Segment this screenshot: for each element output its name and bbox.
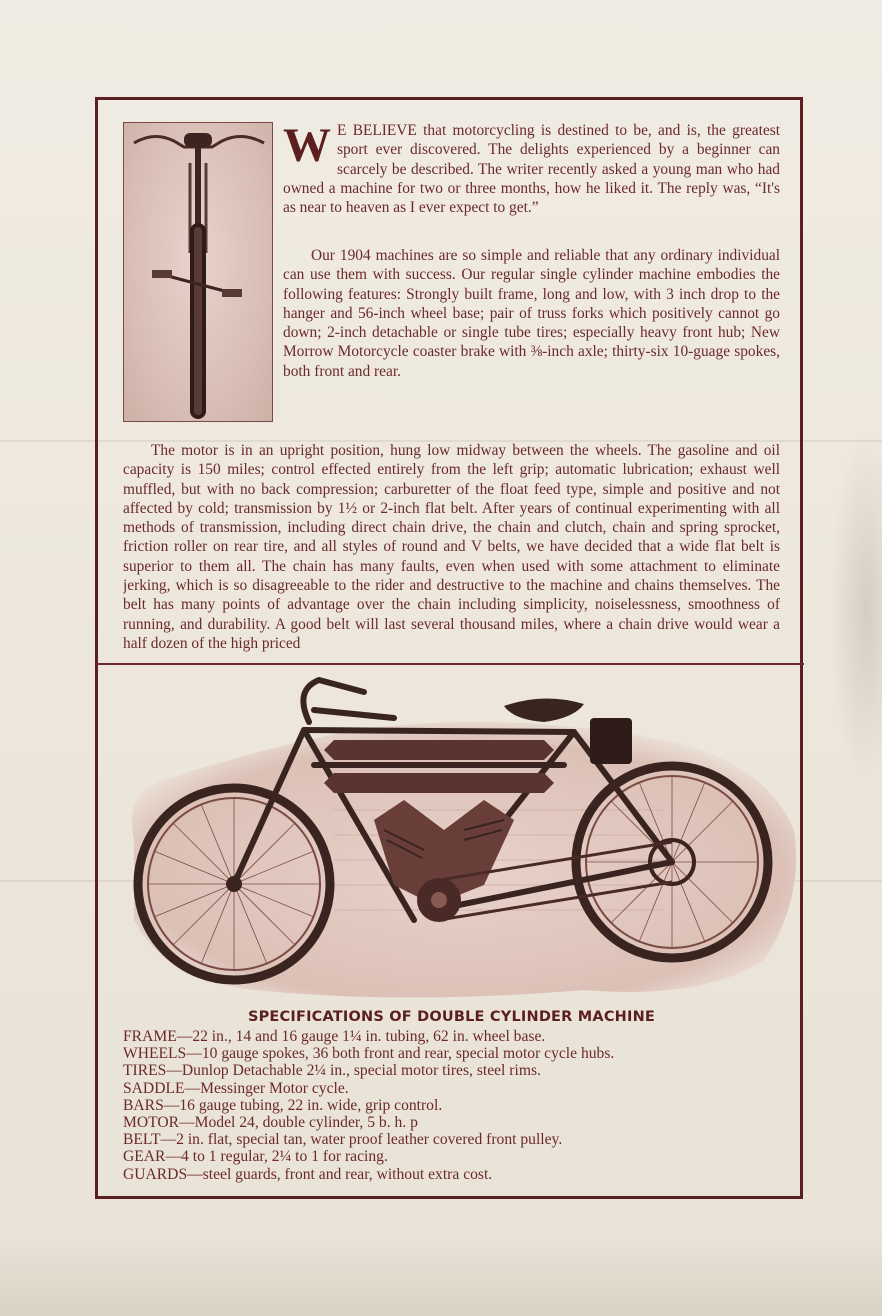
worn-bottom-edge <box>0 1236 882 1316</box>
specifications-list <box>123 1028 783 1183</box>
spec-item: GUARDS—steel guards, front and rear, without extra cost. <box>123 1165 493 1183</box>
intro-paragraph-3: The motor is in an upright position, hung low midway between the wheels. The gasoline and oil capacity is 150 miles; control effected entirely from the left grip; automatic lubrication; exhaust well muffled, but with no back compression; carburetter of the float feed type, simple and positive and not affected by cold; transmission by 1½ or 2-inch flat belt. After years of continual experimenting with all methods of transmission, including direct chain drive, the chain and clutch, chain and spring sprocket, friction roller on rear tire, and all styles of round and V belts, we have decided that a wide flat belt is superior to them all. The chain has many faults, even when used with some attachment to eliminate jerking, which is so disagreeable to the rider and destructive to the machine and chains themselves. The belt has many points of advantage over the chain including simplicity, noiselessness, smoothness of running, and durability. A good belt will last several thousand miles, where a chain drive would wear a half dozen of the high priced <box>123 442 780 652</box>
spec-item: TIRES—Dunlop Detachable 2¼ in., special motor tires, steel rims. <box>123 1062 541 1080</box>
spec-item: MOTOR—Model 24, double cylinder, 5 b. h. p <box>123 1114 418 1132</box>
drop-cap: W <box>283 119 331 172</box>
spec-item: WHEELS—10 gauge spokes, 36 both front and rear, special motor cycle hubs. <box>123 1045 615 1063</box>
spec-item: BELT—2 in. flat, special tan, water proof leather covered front pulley. <box>123 1131 563 1149</box>
section-divider <box>96 663 804 665</box>
spec-item: GEAR—4 to 1 regular, 2¼ to 1 for racing. <box>123 1148 388 1166</box>
motorcycle-icon <box>104 670 802 1006</box>
spec-item: FRAME—22 in., 14 and 16 gauge 1¼ in. tubing, 62 in. wheel base. <box>123 1028 546 1045</box>
spec-item: SADDLE—Messinger Motor cycle. <box>123 1079 349 1097</box>
paper-stain <box>830 430 882 790</box>
intro-paragraph-2: Our 1904 machines are so simple and reliable that any ordinary individual can use them with success. Our regular single cylinder machine embodies the following features: Strongly built frame, long and low, with 3 inch drop to the hanger and 56-inch wheel base; pair of truss forks which positively cannot go down; 2-inch detachable or single tube tires; especially heavy front hub; New Morrow Motorcycle coaster brake with ⅜-inch axle; thirty-six 10-guage spokes, both front and rear. <box>283 247 780 380</box>
intro-paragraph-1 <box>283 121 780 217</box>
bicycle-front-icon <box>124 123 272 421</box>
intro-paragraph-1-text: E BELIEVE that motorcycling is destined to be, and is, the greatest sport ever discovered. The delights experienced by a beginner can scarcely be described. The writer recently asked a young man who had owned a machine for two or three months, how he liked it. The reply was, “It's as near to heaven as I ever expect to get.” <box>283 122 780 217</box>
specifications-title: SPECIFICATIONS OF DOUBLE CYLINDER MACHINE <box>247 1009 656 1025</box>
spec-item: BARS—16 gauge tubing, 22 in. wide, grip control. <box>123 1096 443 1114</box>
motorcycle-photo <box>104 670 802 1006</box>
bicycle-front-view-photo <box>123 122 273 422</box>
